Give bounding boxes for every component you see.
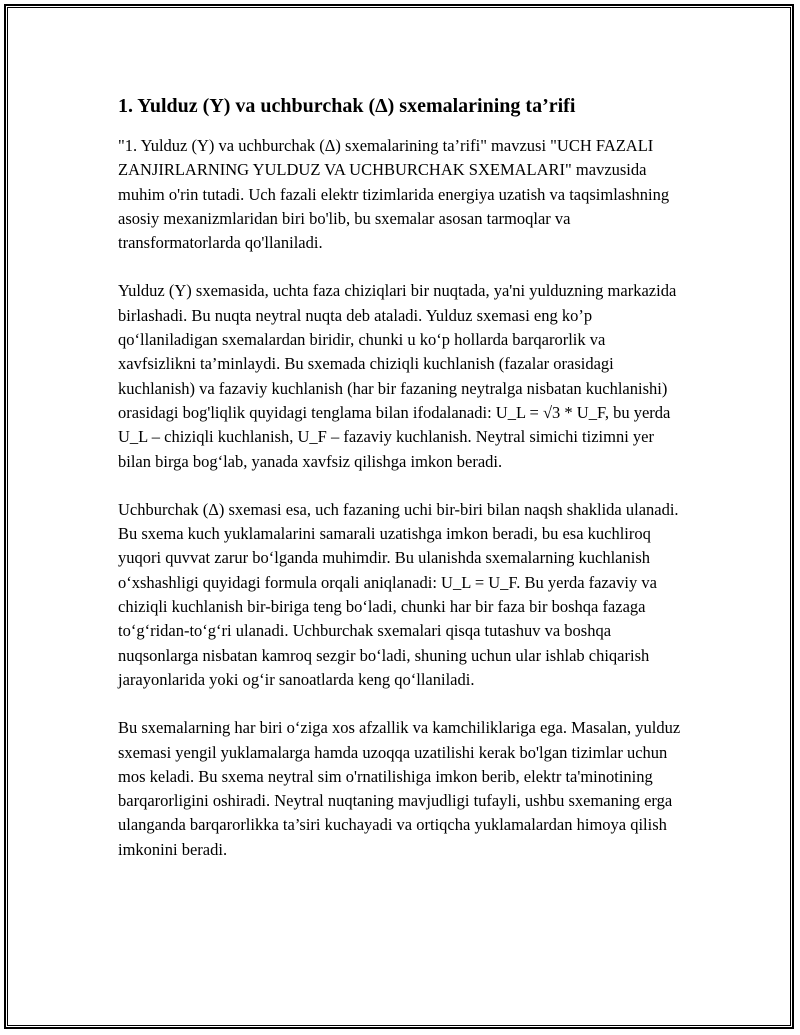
paragraph-comparison: Bu sxemalarning har biri o‘ziga xos afzallik va kamchiliklariga ega. Masalan, yulduz sxemasi yengil yuklamalarga hamda uzoqqa uzatilishi kerak bo'lgan tizimlar uchun mos keladi. Bu sxema neytral sim o'rnatilishiga imkon berib, elektr ta'minotining barqarorligini oshiradi. Neytral nuqtaning mavjudligi tufayli, ushbu sxemaning erga ulanganda barqarorlikka ta’siri kuchayadi va ortiqcha yuklamalardan himoya qilish imkonini beradi. xyxy=(118,718,681,859)
paragraph-delta-connection: Uchburchak (Δ) sxemasi esa, uch fazaning uchi bir-biri bilan naqsh shaklida ulanadi. Bu sxema kuch yuklamalarini samarali uzatishga imkon beradi, bu esa kuchliroq yuqori quvvat zarur bo‘lganda muhimdir. Bu ulanishda sxemalarning kuchlanish o‘xshashligi quyidagi formula orqali aniqlanadi: U_L = U_F. Bu yerda fazaviy va chiziqli kuchlanish bir-biriga teng bo‘ladi, chunki har bir faza bir boshqa fazaga to‘g‘ridan-to‘g‘ri ulanadi. Uchburchak sxemalari qisqa tutashuv va boshqa nuqsonlarga nisbatan kamroq sezgir bo‘ladi, shuning uchun ular ishlab chiqarish jarayonlarida yoki og‘ir sanoatlarda keng qo‘llaniladi. xyxy=(118,499,679,689)
paragraph-star-connection: Yulduz (Y) sxemasida, uchta faza chiziqlari bir nuqtada, ya'ni yulduzning markazida birlashadi. Bu nuqta neytral nuqta deb ataladi. Yulduz sxemasi eng ko’p qo‘llaniladigan sxemalardan biridir, chunki u ko‘p hollarda barqarorlik va xavfsizlikni ta’minlaydi. Bu sxemada chiziqli kuchlanish (fazalar orasidagi kuchlanish) va fazaviy kuchlanish (har bir fazaning neytralga nisbatan kuchlanishi) orasidagi bog'liqlik quyidagi tenglama bilan ifodalanadi: U_L = √3 * U_F, bu yerda U_L – chiziqli kuchlanish, U_F – fazaviy kuchlanish. Neytral simichi tizimni yer bilan birga bog‘lab, yanada xavfsiz qilishga imkon beradi. xyxy=(118,281,677,471)
section-heading: 1. Yulduz (Y) va uchburchak (Δ) sxemalarining ta’rifi xyxy=(118,95,576,117)
document-body xyxy=(118,92,683,886)
paragraph-intro: "1. Yulduz (Y) va uchburchak (Δ) sxemalarining ta’rifi" mavzusi "UCH FAZALI ZANJIRLARNING YULDUZ VA UCHBURCHAK SXEMALARI" mavzusida muhim o'rin tutadi. Uch fazali elektr tizimlarida energiya uzatish va taqsimlashning asosiy mexanizmlaridan biri bo'lib, bu sxemalar asosan tarmoqlar va transformatorlarda qo'llaniladi. xyxy=(118,136,670,253)
